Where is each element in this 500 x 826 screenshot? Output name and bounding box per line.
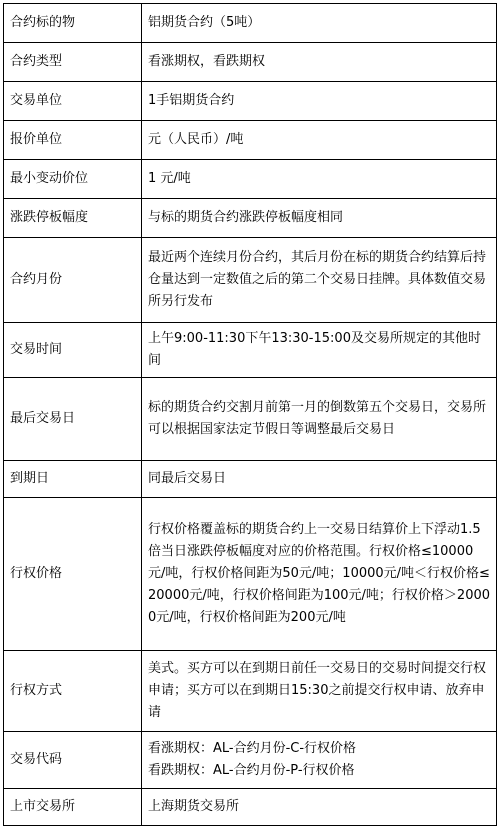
row-value: 元（人民币）/吨 [142,121,497,160]
table-row [4,461,497,498]
row-label: 合约标的物 [4,4,142,43]
table-row [4,4,497,43]
table-row [4,732,497,789]
table-row [4,43,497,82]
call-option-code: 看涨期权：AL-合约月份-C-行权价格 [148,741,357,756]
row-label: 最后交易日 [4,378,142,461]
row-value: 标的期货合约交割月前第一月的倒数第五个交易日，交易所可以根据国家法定节假日等调整最后交易日 [142,378,497,461]
table-row [4,789,497,826]
row-value: 看涨期权，看跌期权 [142,43,497,82]
table-row [4,82,497,121]
table-row [4,498,497,651]
row-label: 最小变动价位 [4,160,142,199]
contract-spec-table [3,3,497,826]
row-label: 交易单位 [4,82,142,121]
row-value: 美式。买方可以在到期日前任一交易日的交易时间提交行权申请；买方可以在到期日15:30之前提交行权申请、放弃申请 [142,651,497,732]
table-row [4,323,497,378]
row-value: 最近两个连续月份合约，其后月份在标的期货合约结算后持仓量达到一定数值之后的第二个交易日挂牌。具体数值交易所另行发布 [142,238,497,323]
row-value: 上午9:00-11:30下午13:30-15:00及交易所规定的其他时间 [142,323,497,378]
row-label: 上市交易所 [4,789,142,826]
row-value [142,732,497,789]
table-row [4,651,497,732]
row-value: 上海期货交易所 [142,789,497,826]
row-value: 铝期货合约（5吨） [142,4,497,43]
row-label: 合约月份 [4,238,142,323]
row-value: 1手铝期货合约 [142,82,497,121]
table-row [4,238,497,323]
row-label: 交易代码 [4,732,142,789]
table-row [4,121,497,160]
row-value: 同最后交易日 [142,461,497,498]
row-label: 交易时间 [4,323,142,378]
table-row [4,160,497,199]
table-row [4,199,497,238]
row-value: 行权价格覆盖标的期货合约上一交易日结算价上下浮动1.5倍当日涨跌停板幅度对应的价格范围。行权价格≤10000元/吨，行权价格间距为50元/吨；10000元/吨＜行权价格≤20000元/吨，行权价格间距为100元/吨；行权价格＞20000元/吨，行权价格间距为200元/吨 [142,498,497,651]
row-label: 涨跌停板幅度 [4,199,142,238]
row-value: 1 元/吨 [142,160,497,199]
row-label: 到期日 [4,461,142,498]
row-label: 合约类型 [4,43,142,82]
row-label: 报价单位 [4,121,142,160]
table-row [4,378,497,461]
row-value: 与标的期货合约涨跌停板幅度相同 [142,199,497,238]
row-label: 行权方式 [4,651,142,732]
put-option-code: 看跌期权：AL-合约月份-P-行权价格 [148,763,355,778]
row-label: 行权价格 [4,498,142,651]
